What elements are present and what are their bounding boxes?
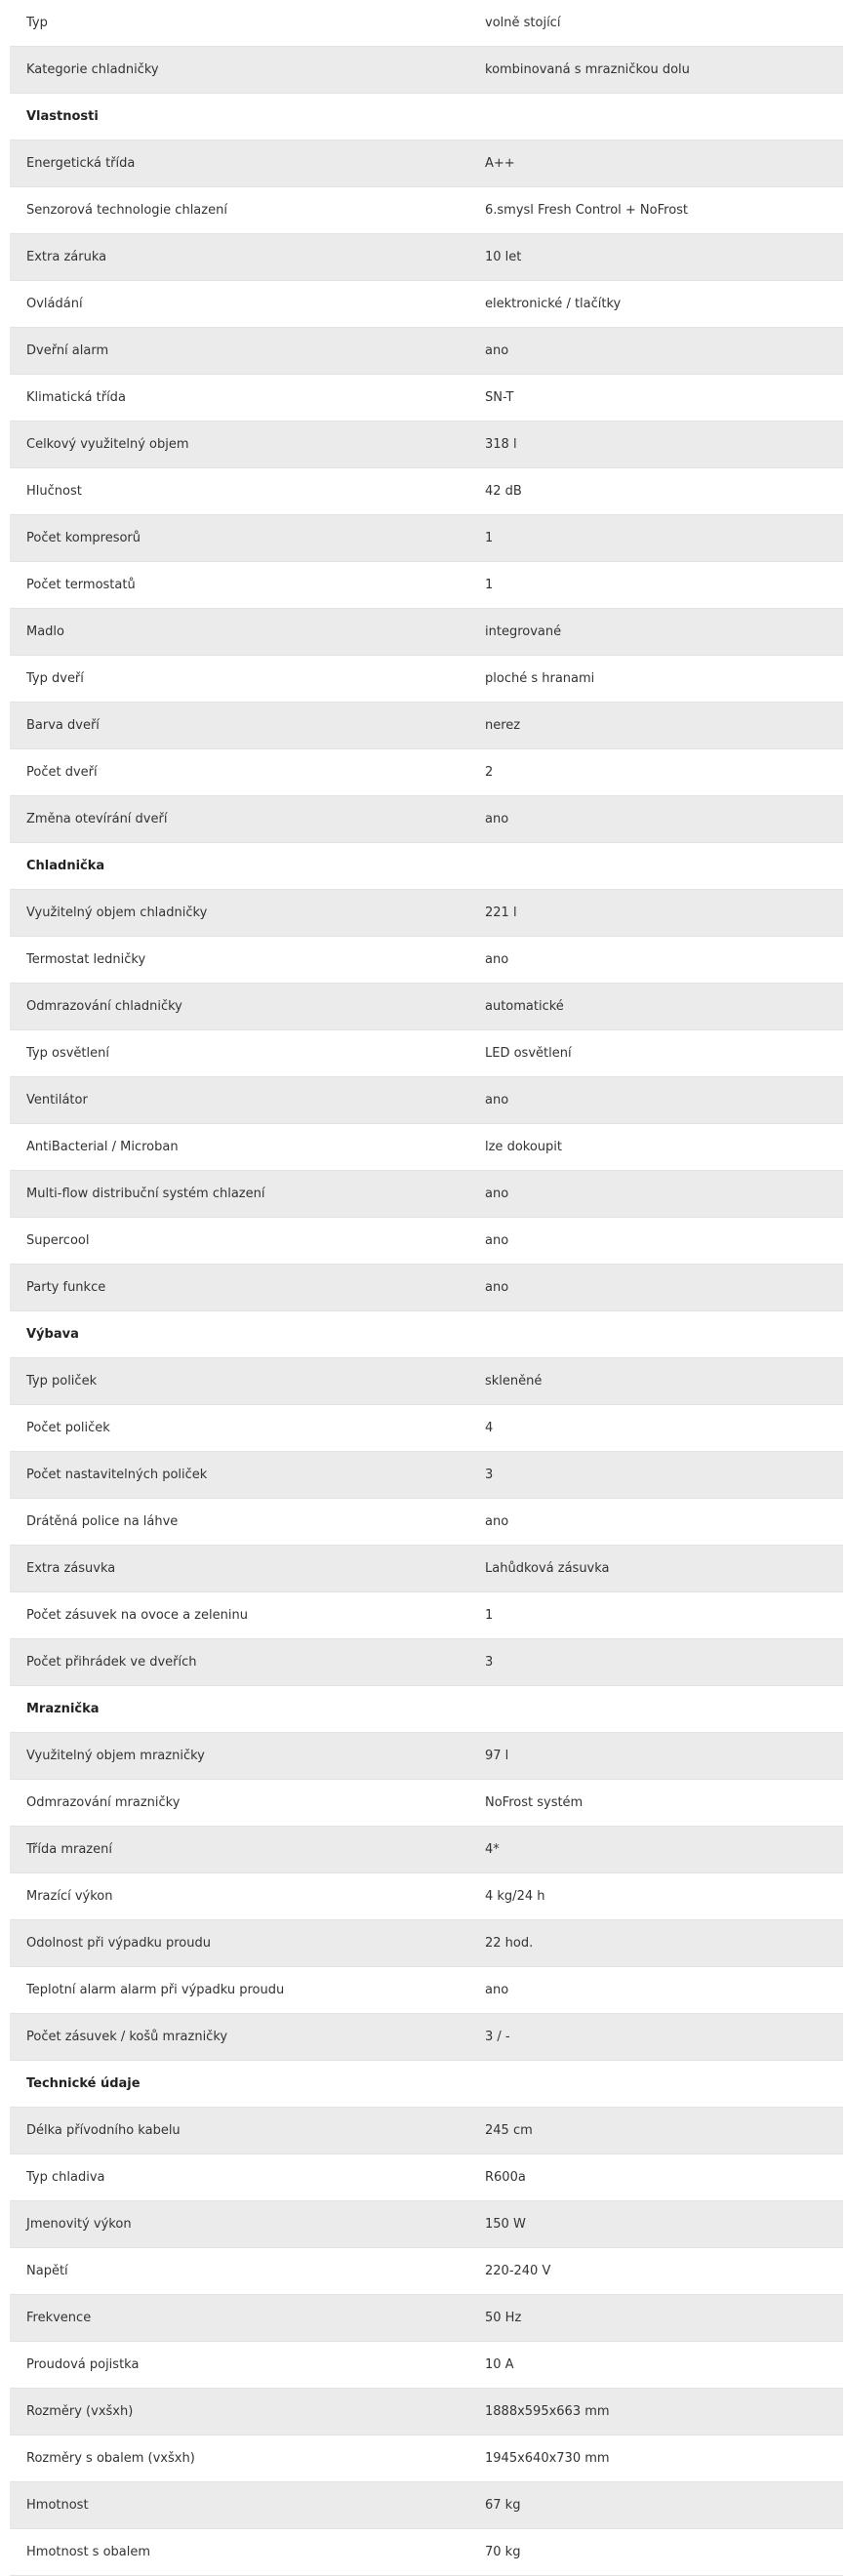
spec-row [10, 609, 843, 656]
section-heading-row [10, 1311, 843, 1358]
spec-value: lze dokoupit [468, 1124, 843, 1171]
spec-label: Mrazící výkon [10, 1873, 468, 1920]
spec-row [10, 1967, 843, 2014]
spec-row [10, 515, 843, 562]
spec-label: Délka přívodního kabelu [10, 2108, 468, 2154]
spec-row [10, 2482, 843, 2529]
spec-label: Rozměry (vxšxh) [10, 2389, 468, 2435]
spec-value: automatické [468, 984, 843, 1030]
spec-row [10, 47, 843, 94]
spec-label: Proudová pojistka [10, 2342, 468, 2389]
spec-row [10, 1780, 843, 1827]
spec-value: 3 [468, 1452, 843, 1499]
spec-value: 1 [468, 1592, 843, 1639]
spec-label: Počet kompresorů [10, 515, 468, 562]
spec-value: 2 [468, 749, 843, 796]
spec-row [10, 1827, 843, 1873]
spec-value: ano [468, 1171, 843, 1218]
spec-value: 10 let [468, 234, 843, 281]
spec-value: 3 / - [468, 2014, 843, 2061]
spec-value: ploché s hranami [468, 656, 843, 703]
section-heading: Chladnička [10, 843, 843, 890]
spec-value: 6.smysl Fresh Control + NoFrost [468, 187, 843, 234]
spec-label: Odmrazování chladničky [10, 984, 468, 1030]
spec-label: Termostat ledničky [10, 937, 468, 984]
spec-row [10, 1592, 843, 1639]
spec-value: 70 kg [468, 2529, 843, 2576]
spec-label: Senzorová technologie chlazení [10, 187, 468, 234]
spec-value: nerez [468, 703, 843, 749]
spec-value: 4 [468, 1405, 843, 1452]
spec-row [10, 0, 843, 47]
spec-value: ano [468, 1218, 843, 1265]
spec-row [10, 703, 843, 749]
spec-value: volně stojící [468, 0, 843, 47]
spec-value: 4* [468, 1827, 843, 1873]
spec-value: SN-T [468, 375, 843, 422]
spec-label: Madlo [10, 609, 468, 656]
spec-label: Ventilátor [10, 1077, 468, 1124]
spec-row [10, 1077, 843, 1124]
spec-label: Party funkce [10, 1265, 468, 1311]
spec-value: ano [468, 1077, 843, 1124]
spec-value: 150 W [468, 2201, 843, 2248]
spec-label: Počet dveří [10, 749, 468, 796]
spec-row [10, 749, 843, 796]
section-heading: Mraznička [10, 1686, 843, 1733]
spec-value: LED osvětlení [468, 1030, 843, 1077]
spec-value: A++ [468, 141, 843, 187]
spec-row [10, 937, 843, 984]
spec-row [10, 2529, 843, 2576]
spec-row [10, 1265, 843, 1311]
spec-value: 42 dB [468, 468, 843, 515]
spec-label: Typ dveří [10, 656, 468, 703]
spec-label: Kategorie chladničky [10, 47, 468, 94]
spec-label: Dveřní alarm [10, 328, 468, 375]
spec-row [10, 1030, 843, 1077]
spec-value: 221 l [468, 890, 843, 937]
spec-value: kombinovaná s mrazničkou dolu [468, 47, 843, 94]
spec-label: Využitelný objem mrazničky [10, 1733, 468, 1780]
section-heading-row [10, 2061, 843, 2108]
spec-row [10, 2295, 843, 2342]
spec-row [10, 2014, 843, 2061]
spec-value: skleněné [468, 1358, 843, 1405]
spec-row [10, 2389, 843, 2435]
spec-value: R600a [468, 2154, 843, 2201]
spec-value: 97 l [468, 1733, 843, 1780]
section-heading: Vlastnosti [10, 94, 843, 141]
spec-value: 1888x595x663 mm [468, 2389, 843, 2435]
spec-row [10, 984, 843, 1030]
spec-row [10, 2108, 843, 2154]
spec-label: Ovládání [10, 281, 468, 328]
spec-label: Počet přihrádek ve dveřích [10, 1639, 468, 1686]
spec-row [10, 1405, 843, 1452]
spec-label: Hmotnost s obalem [10, 2529, 468, 2576]
spec-value: elektronické / tlačítky [468, 281, 843, 328]
spec-row [10, 1171, 843, 1218]
spec-row [10, 1124, 843, 1171]
spec-value: 1 [468, 562, 843, 609]
spec-table [10, 0, 843, 2576]
spec-label: Supercool [10, 1218, 468, 1265]
spec-label: Energetická třída [10, 141, 468, 187]
spec-value: 67 kg [468, 2482, 843, 2529]
spec-label: Počet zásuvek na ovoce a zeleninu [10, 1592, 468, 1639]
spec-value: 4 kg/24 h [468, 1873, 843, 1920]
section-heading-row [10, 1686, 843, 1733]
spec-label: Třída mrazení [10, 1827, 468, 1873]
spec-value: ano [468, 1499, 843, 1546]
spec-value: 22 hod. [468, 1920, 843, 1967]
spec-value: 1 [468, 515, 843, 562]
spec-row [10, 2342, 843, 2389]
spec-row [10, 890, 843, 937]
spec-label: Odolnost při výpadku proudu [10, 1920, 468, 1967]
spec-label: Počet poliček [10, 1405, 468, 1452]
spec-label: Počet termostatů [10, 562, 468, 609]
spec-row [10, 1452, 843, 1499]
spec-label: Multi-flow distribuční systém chlazení [10, 1171, 468, 1218]
spec-label: Hmotnost [10, 2482, 468, 2529]
spec-value: ano [468, 1967, 843, 2014]
spec-row [10, 1499, 843, 1546]
spec-label: Typ osvětlení [10, 1030, 468, 1077]
spec-table-body [10, 0, 843, 2576]
spec-label: Extra záruka [10, 234, 468, 281]
spec-value: ano [468, 796, 843, 843]
spec-row [10, 1873, 843, 1920]
spec-label: Počet zásuvek / košů mrazničky [10, 2014, 468, 2061]
section-heading-row [10, 94, 843, 141]
spec-row [10, 281, 843, 328]
spec-row [10, 2154, 843, 2201]
section-heading: Výbava [10, 1311, 843, 1358]
spec-label: Klimatická třída [10, 375, 468, 422]
spec-label: Celkový využitelný objem [10, 422, 468, 468]
spec-label: Rozměry s obalem (vxšxh) [10, 2435, 468, 2482]
spec-label: Odmrazování mrazničky [10, 1780, 468, 1827]
spec-row [10, 328, 843, 375]
spec-label: Jmenovitý výkon [10, 2201, 468, 2248]
spec-row [10, 1358, 843, 1405]
spec-label: Změna otevírání dveří [10, 796, 468, 843]
spec-value: 3 [468, 1639, 843, 1686]
spec-label: Extra zásuvka [10, 1546, 468, 1592]
spec-label: Typ poliček [10, 1358, 468, 1405]
spec-label: Teplotní alarm alarm při výpadku proudu [10, 1967, 468, 2014]
spec-label: Barva dveří [10, 703, 468, 749]
spec-value: ano [468, 937, 843, 984]
spec-label: AntiBacterial / Microban [10, 1124, 468, 1171]
spec-row [10, 562, 843, 609]
spec-value: 220-240 V [468, 2248, 843, 2295]
spec-row [10, 656, 843, 703]
spec-value: 50 Hz [468, 2295, 843, 2342]
spec-label: Frekvence [10, 2295, 468, 2342]
spec-row [10, 1639, 843, 1686]
spec-label: Typ [10, 0, 468, 47]
spec-row [10, 2248, 843, 2295]
spec-row [10, 796, 843, 843]
section-heading: Technické údaje [10, 2061, 843, 2108]
spec-value: 1945x640x730 mm [468, 2435, 843, 2482]
spec-value: integrované [468, 609, 843, 656]
spec-row [10, 422, 843, 468]
spec-value: ano [468, 328, 843, 375]
spec-label: Napětí [10, 2248, 468, 2295]
spec-value: Lahůdková zásuvka [468, 1546, 843, 1592]
spec-value: NoFrost systém [468, 1780, 843, 1827]
spec-label: Typ chladiva [10, 2154, 468, 2201]
spec-label: Počet nastavitelných poliček [10, 1452, 468, 1499]
spec-row [10, 1733, 843, 1780]
spec-value: ano [468, 1265, 843, 1311]
spec-label: Využitelný objem chladničky [10, 890, 468, 937]
spec-label: Drátěná police na láhve [10, 1499, 468, 1546]
spec-row [10, 375, 843, 422]
spec-row [10, 1546, 843, 1592]
spec-row [10, 187, 843, 234]
spec-row [10, 234, 843, 281]
spec-row [10, 2435, 843, 2482]
spec-row [10, 2201, 843, 2248]
spec-value: 10 A [468, 2342, 843, 2389]
section-heading-row [10, 843, 843, 890]
spec-row [10, 141, 843, 187]
spec-row [10, 1920, 843, 1967]
spec-value: 245 cm [468, 2108, 843, 2154]
spec-row [10, 468, 843, 515]
spec-row [10, 1218, 843, 1265]
spec-value: 318 l [468, 422, 843, 468]
spec-label: Hlučnost [10, 468, 468, 515]
